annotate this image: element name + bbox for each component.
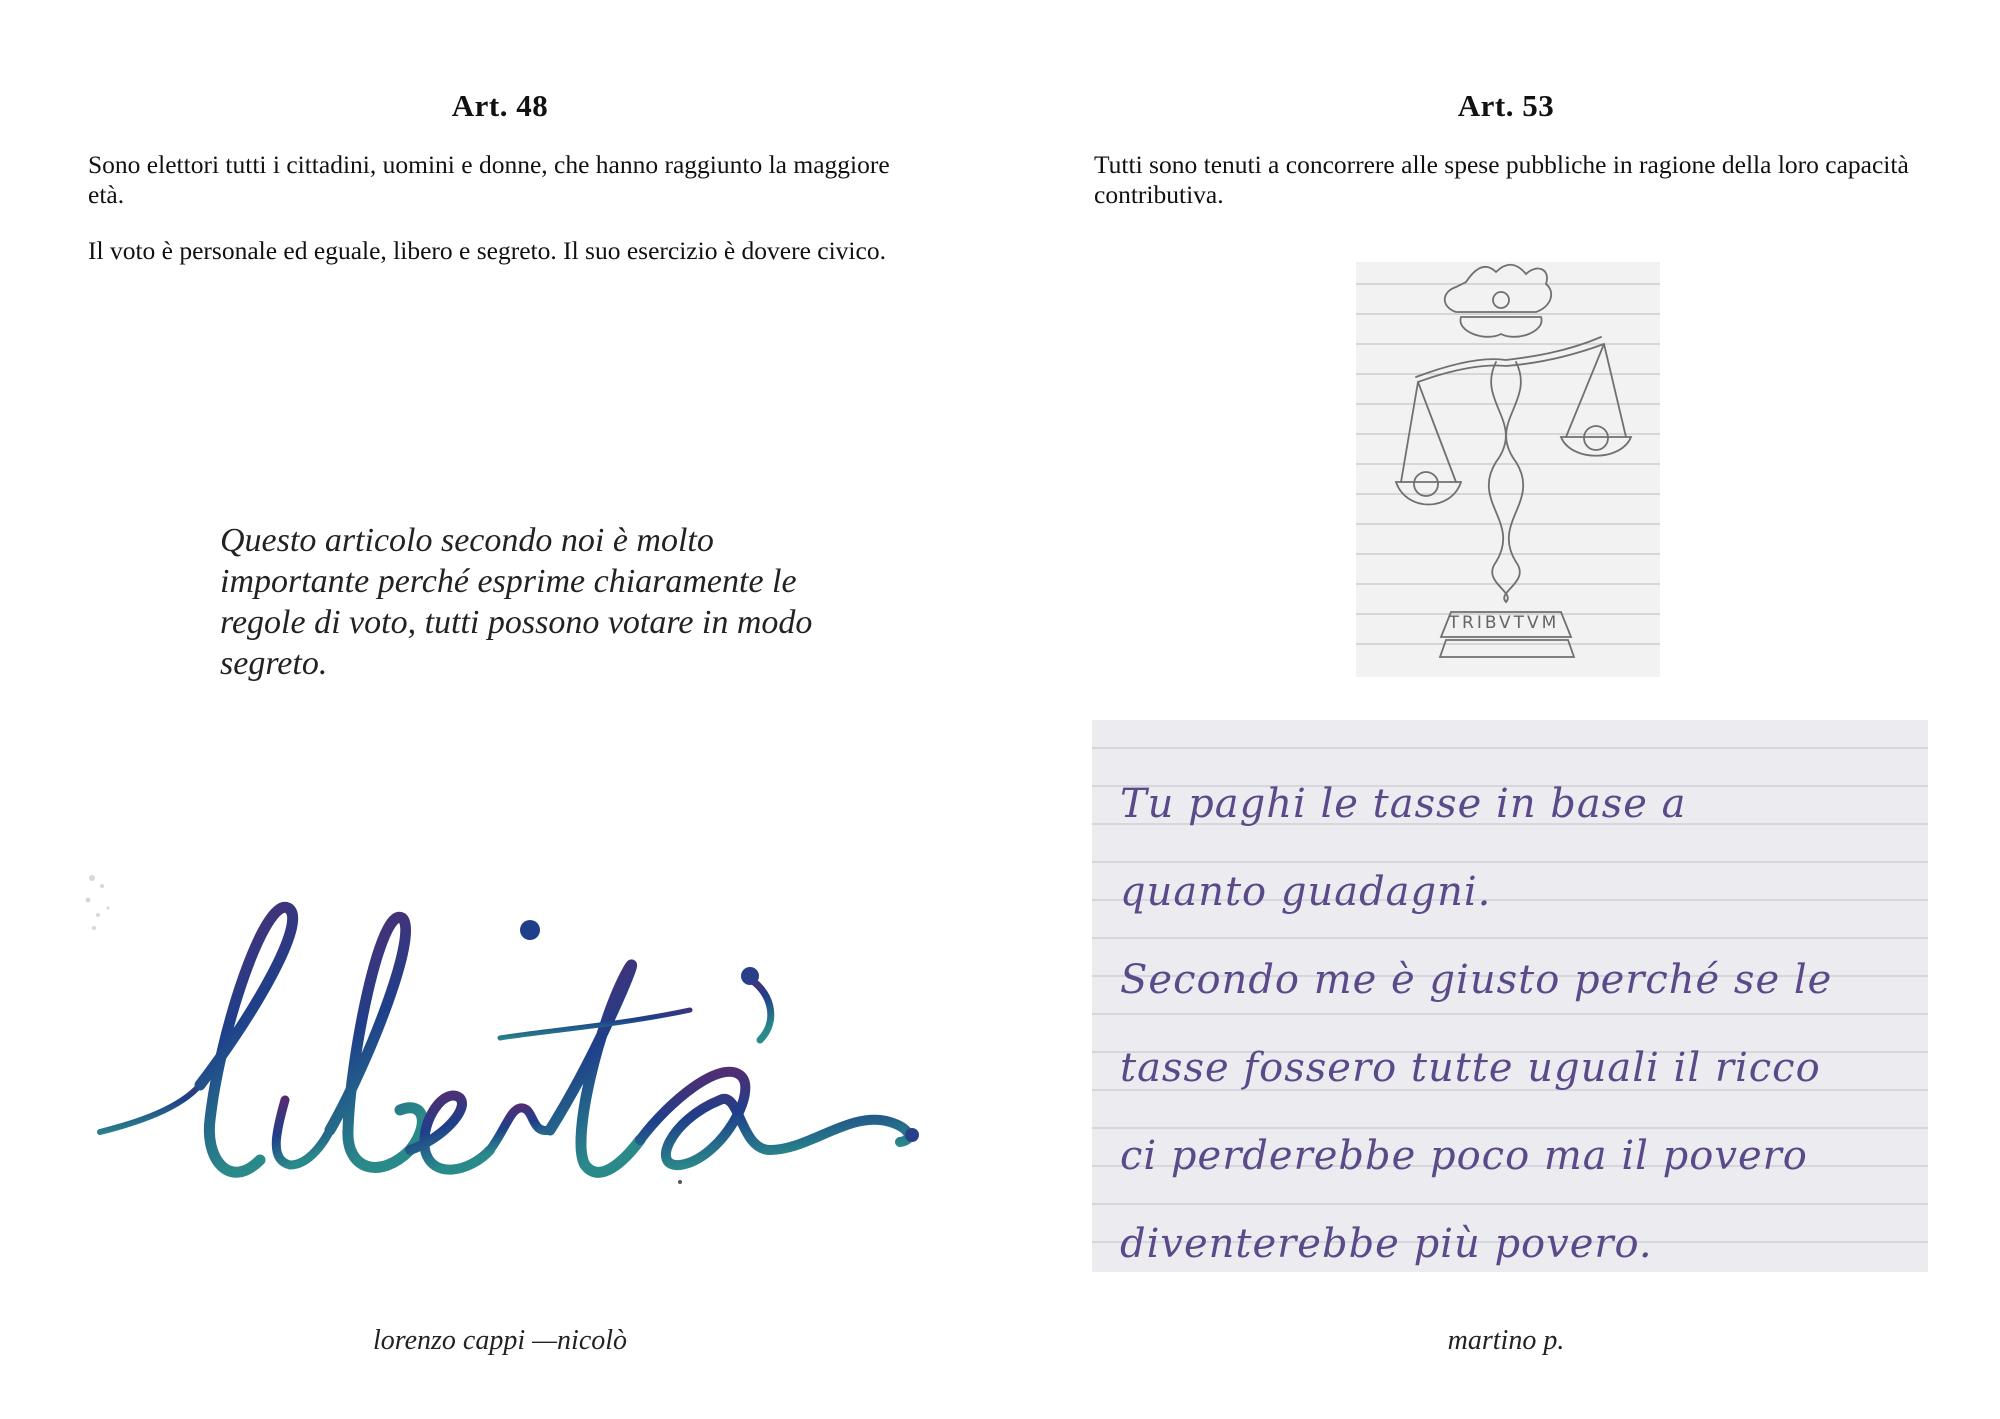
drawing-label: TRIBVTVM xyxy=(1448,613,1560,633)
article-paragraph-2: Il voto è personale ed eguale, libero e segreto. Il suo esercizio è dovere civico. xyxy=(88,236,886,265)
handwritten-line: quanto guadagni. xyxy=(1120,869,1492,915)
handwritten-line: tasse fossero tutte uguali il ricco xyxy=(1120,1045,1821,1091)
credit-right: martino p. xyxy=(1447,1325,1565,1356)
article-paragraph-1: Tutti sono tenuti a concorrere alle spese pubbliche in ragione della loro capacità contributiva. xyxy=(1094,150,1909,209)
handwritten-line: ci perderebbe poco ma il povero xyxy=(1120,1133,1808,1179)
calligraphy-liberta-image xyxy=(80,860,960,1230)
handwritten-line: Tu paghi le tasse in base a xyxy=(1120,781,1687,827)
student-comment: Questo articolo secondo noi è molto importante perché esprime chiaramente le regole di voto, tutti possono votare in modo segreto. xyxy=(220,522,813,682)
handwritten-line: diventerebbe più povero. xyxy=(1120,1221,1653,1267)
right-page xyxy=(1000,0,2000,1419)
handwritten-line: Secondo me è giusto perché se le xyxy=(1120,957,1833,1003)
handwritten-note-image xyxy=(1092,720,1928,1272)
pencil-drawing-scales-image xyxy=(1356,262,1660,677)
article-title: Art. 48 xyxy=(451,88,549,123)
credit-left: lorenzo cappi —nicolò xyxy=(372,1325,628,1356)
article-title: Art. 53 xyxy=(1457,88,1555,123)
article-paragraph-1: Sono elettori tutti i cittadini, uomini e donne, che hanno raggiunto la maggiore età. xyxy=(88,150,890,209)
